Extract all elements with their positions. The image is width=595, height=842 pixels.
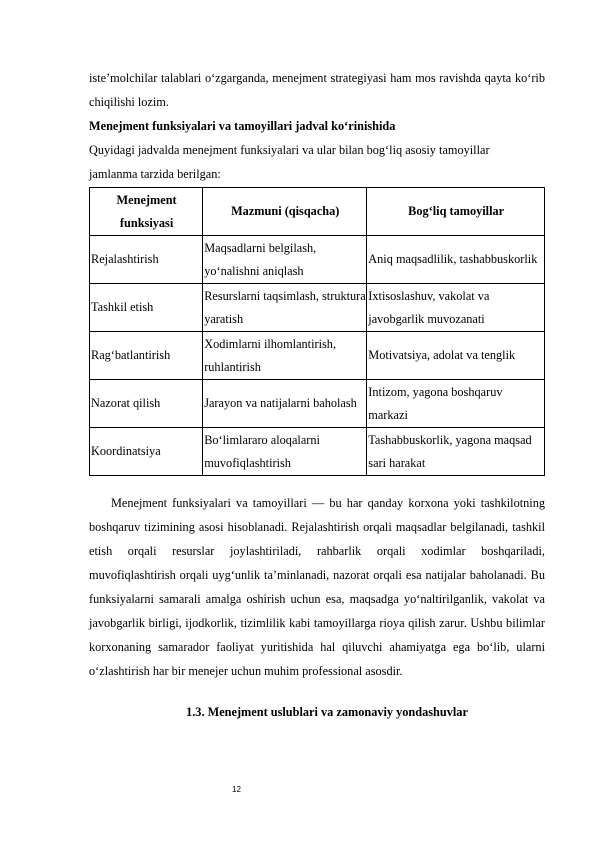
intro-paragraph: iste’molchilar talablari o‘zgarganda, menejment strategiyasi ham mos ravishda qayta ko‘rib chiqilishi lozim. bbox=[89, 71, 545, 109]
table-row bbox=[90, 332, 545, 380]
cell-function: Koordinatsiya bbox=[90, 428, 203, 476]
cell-content: Bo‘limlararo aloqalarni muvofiqlashtirish bbox=[203, 428, 367, 476]
header-principles: Bog‘liq tamoyillar bbox=[367, 188, 545, 236]
cell-function: Nazorat qilish bbox=[90, 380, 203, 428]
header-content: Mazmuni (qisqacha) bbox=[203, 188, 367, 236]
functions-table bbox=[89, 187, 545, 476]
body-paragraph: Menejment funksiyalari va tamoyillari — bu har qanday korxona yoki tashkilotning boshqaruv tizimining asosi hisoblanadi. Rejalashtirish orqali maqsadlar belgilanadi, tashkil etish orqali resurslar joylashtiriladi, rahbarlik orqali xodimlar boshqariladi, muvofiqlashtirish orqali uyg‘unlik ta’minlanadi, nazorat orqali esa natijalar baholanadi. Bu funksiyalarni samarali amalga oshirish uchun esa, maqsadga yo‘naltirilganlik, vakolat va javobgarlik birligi, ijodkorlik, tizimlilik kabi tamoyillarga rioya qilish zarur. Ushbu bilimlar korxonaning samarador faoliyat yuritishida hal qiluvchi ahamiyatga ega bo‘lib, ularni o‘zlashtirish har bir menejer uchun muhim professional asosdir. bbox=[89, 496, 545, 678]
table-row bbox=[90, 428, 545, 476]
table-row bbox=[90, 284, 545, 332]
table-row bbox=[90, 236, 545, 284]
cell-principles: Ixtisoslashuv, vakolat va javobgarlik muvozanati bbox=[367, 284, 545, 332]
table-row bbox=[90, 380, 545, 428]
cell-principles: Tashabbuskorlik, yagona maqsad sari harakat bbox=[367, 428, 545, 476]
cell-principles: Aniq maqsadlilik, tashabbuskorlik bbox=[367, 236, 545, 284]
cell-function: Rag‘batlantirish bbox=[90, 332, 203, 380]
table-header-row bbox=[90, 188, 545, 236]
table-heading: Menejment funksiyalari va tamoyillari jadval ko‘rinishida bbox=[89, 119, 396, 133]
table-intro: Quyidagi jadvalda menejment funksiyalari va ular bilan bog‘liq asosiy tamoyillar jamlanma tarzida berilgan: bbox=[89, 143, 490, 181]
cell-function: Rejalashtirish bbox=[90, 236, 203, 284]
page-number: 12 bbox=[232, 785, 241, 794]
document-page bbox=[89, 66, 545, 724]
cell-function: Tashkil etish bbox=[90, 284, 203, 332]
cell-principles: Intizom, yagona boshqaruv markazi bbox=[367, 380, 545, 428]
cell-principles: Motivatsiya, adolat va tenglik bbox=[367, 332, 545, 380]
cell-content: Maqsadlarni belgilash, yo‘nalishni aniqlash bbox=[203, 236, 367, 284]
cell-content: Xodimlarni ilhomlantirish, ruhlantirish bbox=[203, 332, 367, 380]
cell-content: Jarayon va natijalarni baholash bbox=[203, 380, 367, 428]
section-heading: 1.3. Menejment uslublari va zamonaviy yondashuvlar bbox=[186, 705, 468, 719]
header-function: Menejment funksiyasi bbox=[90, 188, 203, 236]
cell-content: Resurslarni taqsimlash, struktura yaratish bbox=[203, 284, 367, 332]
